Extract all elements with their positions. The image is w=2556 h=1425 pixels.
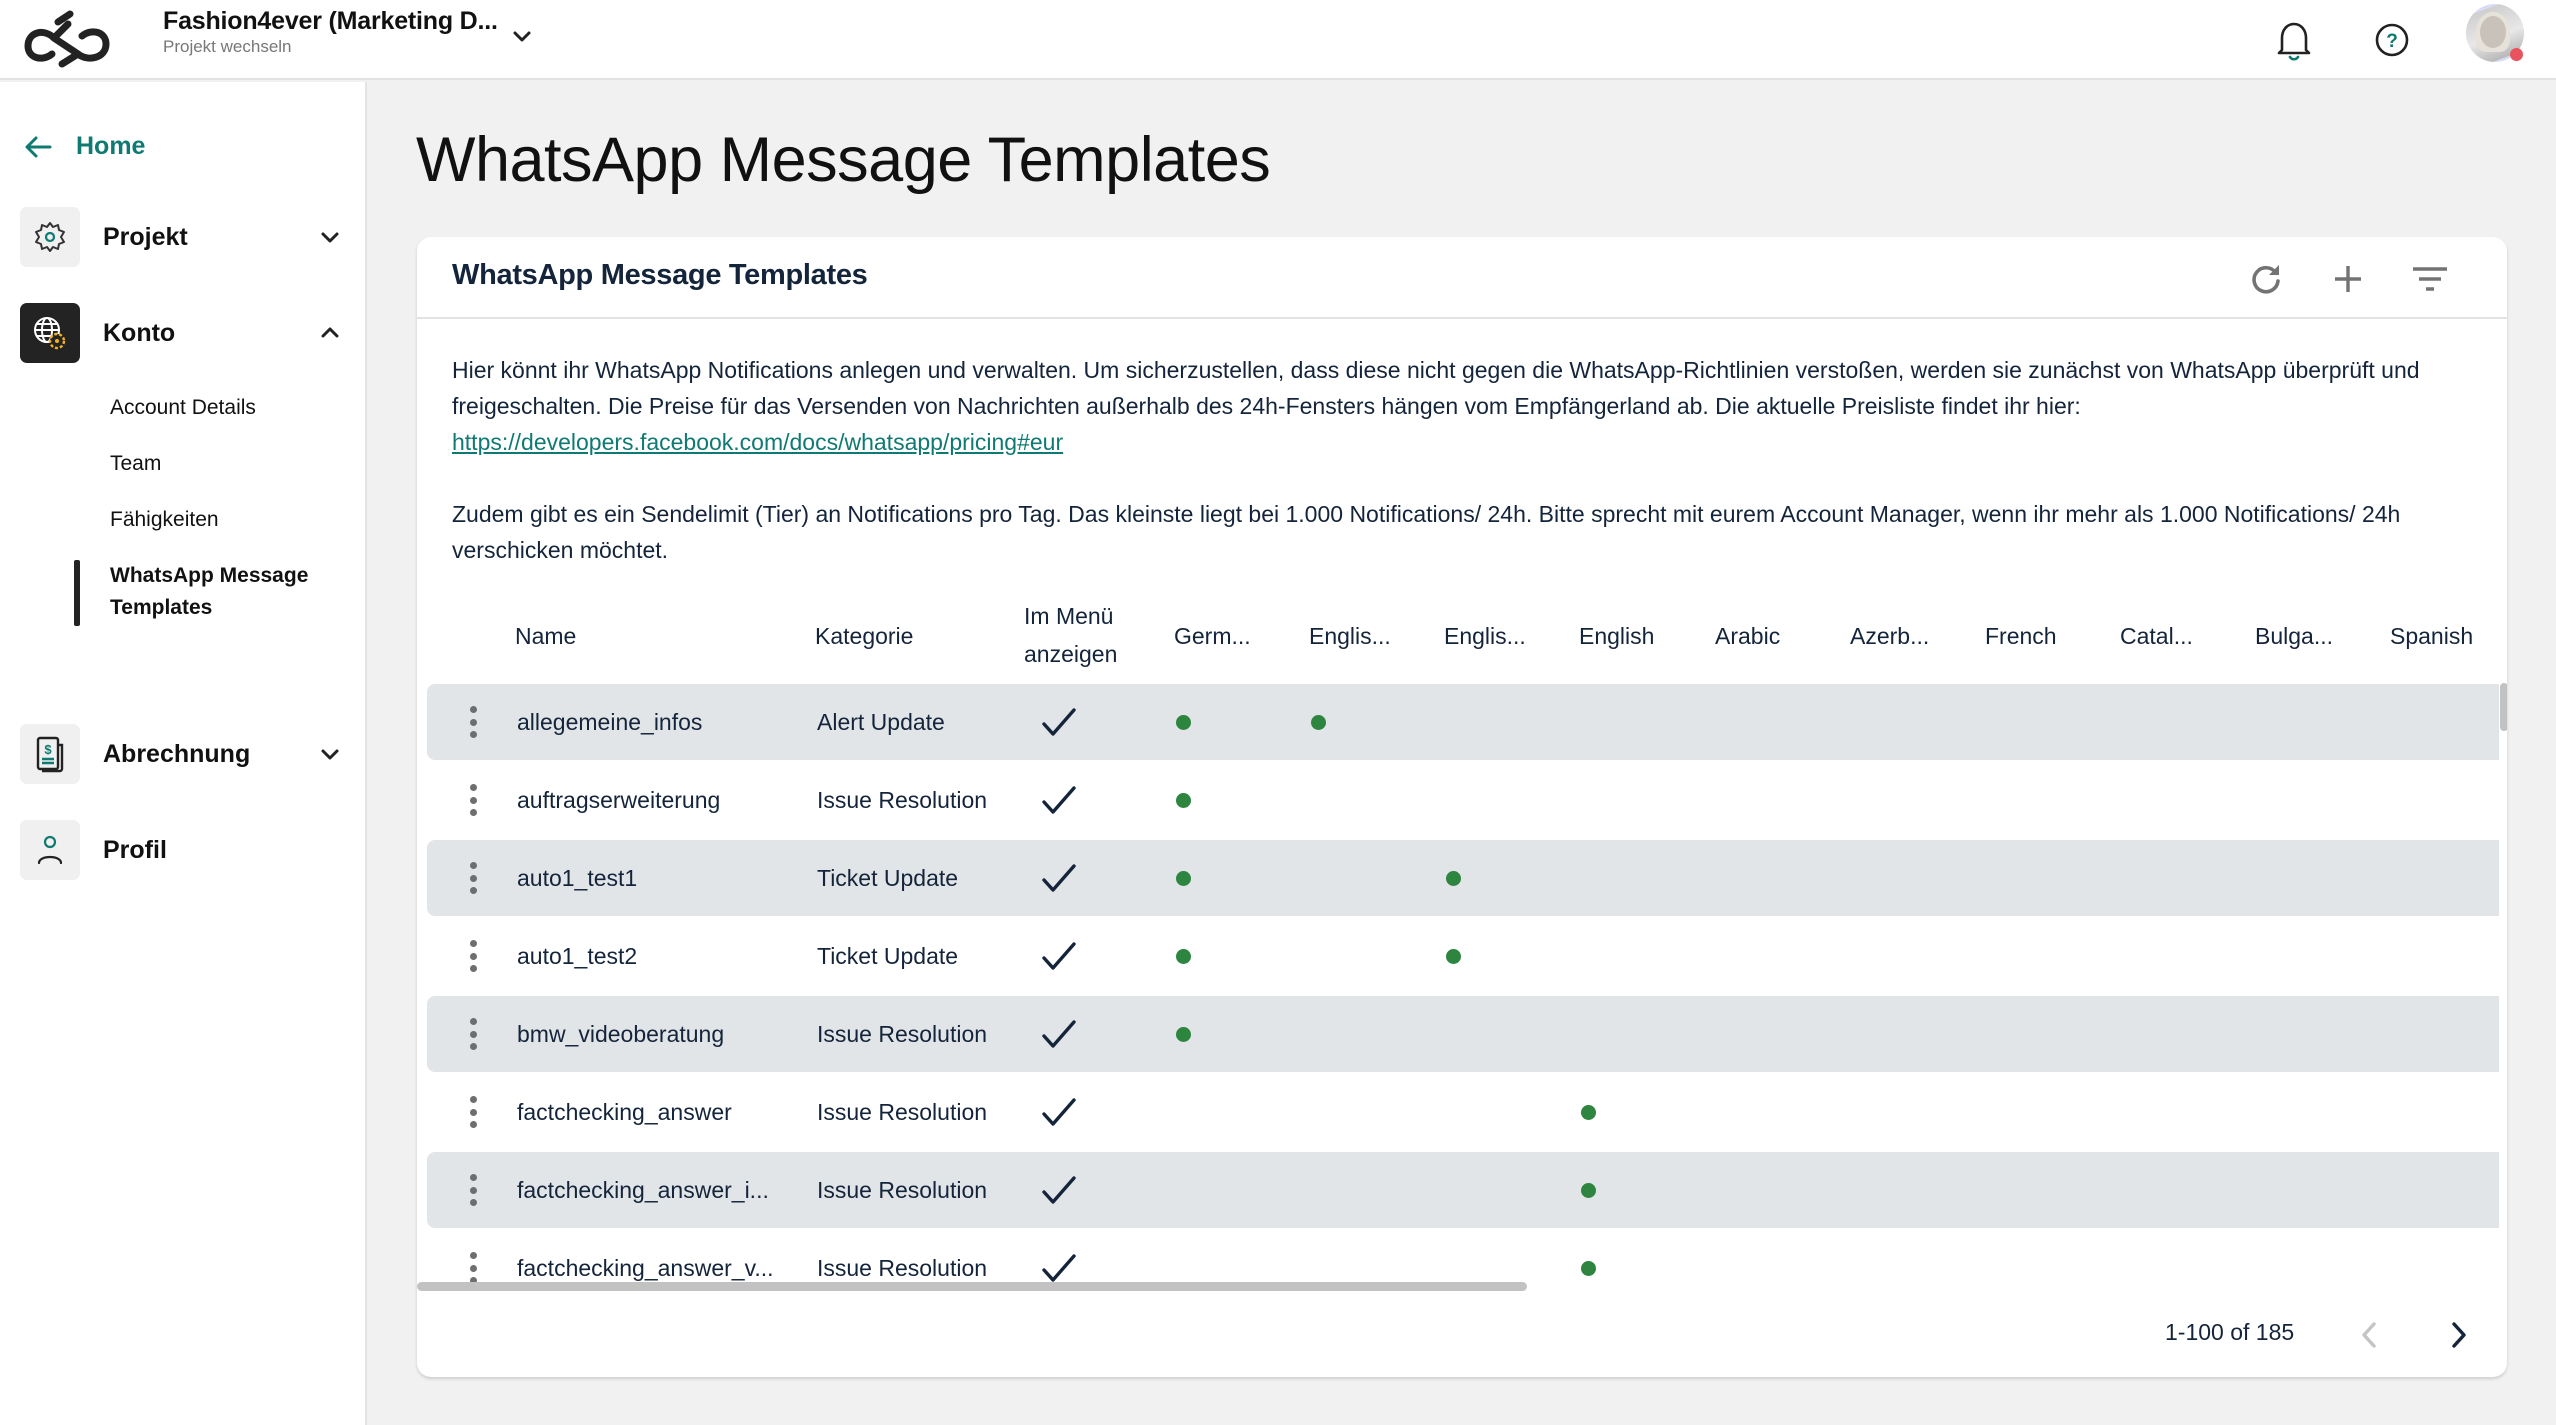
row-menu-icon[interactable]	[461, 1016, 485, 1052]
project-switch-label[interactable]: Projekt wechseln	[163, 37, 292, 56]
chevron-left-icon	[2357, 1320, 2381, 1350]
home-link[interactable]	[24, 132, 145, 161]
refresh-icon	[2248, 261, 2284, 297]
checkmark-icon	[1041, 1174, 1077, 1208]
chevron-down-icon[interactable]	[316, 740, 344, 768]
checkmark-icon	[1041, 1096, 1077, 1130]
description	[452, 352, 2462, 568]
template-name: factchecking_answer_i...	[517, 1176, 769, 1203]
column-header-lang[interactable]: Englis...	[1309, 623, 1391, 649]
sidebar-item-konto[interactable]	[20, 303, 350, 363]
globe-gear-icon	[30, 313, 70, 353]
notification-badge	[2510, 48, 2523, 61]
template-category: Issue Resolution	[817, 786, 988, 813]
sidebar-item-projekt[interactable]	[20, 207, 350, 267]
arrow-left-icon	[24, 135, 52, 159]
template-name: factchecking_answer	[517, 1098, 732, 1125]
bell-icon	[2274, 18, 2314, 62]
column-header-name[interactable]: Name	[515, 623, 577, 649]
sidebar-label-projekt: Projekt	[103, 222, 188, 251]
sidebar-sub-team[interactable]: Team	[110, 452, 162, 475]
column-header-lang[interactable]: Azerb...	[1850, 623, 1930, 649]
column-header-lang[interactable]: Spanish	[2390, 623, 2474, 649]
column-header-in-menu[interactable]	[1024, 597, 1117, 673]
user-icon	[35, 833, 65, 867]
sidebar-item-profil[interactable]	[20, 820, 350, 880]
row-menu-icon[interactable]	[461, 1094, 485, 1130]
sidebar	[0, 82, 367, 1425]
projekt-icon-box	[20, 207, 80, 267]
language-status-dot	[1581, 1183, 1596, 1198]
refresh-button[interactable]	[2242, 255, 2290, 303]
checkmark-icon	[1041, 940, 1077, 974]
column-header-lang[interactable]: Arabic	[1715, 623, 1781, 649]
template-name: allegemeine_infos	[517, 708, 703, 735]
avatar-face	[2480, 16, 2506, 48]
filter-icon	[2411, 264, 2449, 294]
row-menu-icon[interactable]	[461, 704, 485, 740]
sidebar-label-abrechnung: Abrechnung	[103, 739, 251, 768]
sidebar-sub-whatsapp-templates[interactable]: WhatsApp Message Templates	[110, 564, 309, 619]
notifications-button[interactable]	[2264, 10, 2324, 70]
description-text-2: Zudem gibt es ein Sendelimit (Tier) an Notifications pro Tag. Das kleinste liegt bei 1.000 Notifications/ 24h. Bitte sprecht mit eurem Account Manager, wenn ihr mehr als 1.000 Notifications/ 24h verschicken möchtet.	[452, 501, 2401, 563]
row-menu-icon[interactable]	[461, 782, 485, 818]
help-icon	[2374, 22, 2410, 58]
card-title: WhatsApp Message Templates	[452, 259, 868, 291]
vertical-scrollbar[interactable]	[2500, 683, 2507, 731]
project-name[interactable]: Fashion4ever (Marketing D...	[163, 7, 498, 35]
template-category: Ticket Update	[817, 942, 959, 969]
invoice-icon	[33, 735, 67, 773]
column-header-lang[interactable]: Catal...	[2120, 623, 2193, 649]
abrechnung-icon-box	[20, 724, 80, 784]
template-name: auftragserweiterung	[517, 786, 721, 813]
row-menu-icon[interactable]	[461, 860, 485, 896]
page-title: WhatsApp Message Templates	[416, 125, 1271, 195]
template-name: auto1_test1	[517, 864, 638, 891]
template-name: factchecking_answer_v...	[517, 1254, 774, 1281]
prev-page-button[interactable]	[2347, 1313, 2391, 1357]
column-header-in-menu-line2: anzeigen	[1024, 641, 1118, 667]
language-status-dot	[1581, 1261, 1596, 1276]
language-status-dot	[1446, 949, 1461, 964]
add-icon	[2332, 263, 2364, 295]
language-status-dot	[1176, 871, 1191, 886]
column-header-lang[interactable]: Germ...	[1174, 623, 1251, 649]
column-header-lang[interactable]: English	[1579, 623, 1655, 649]
project-switcher[interactable]	[163, 6, 498, 58]
table-body	[427, 684, 2499, 1377]
home-label: Home	[76, 132, 146, 160]
card-header	[417, 237, 2507, 319]
table-row[interactable]	[427, 1152, 2499, 1228]
column-header-in-menu-line1: Im Menü	[1024, 603, 1114, 629]
language-status-dot	[1446, 871, 1461, 886]
row-menu-icon[interactable]	[461, 1172, 485, 1208]
language-status-dot	[1176, 793, 1191, 808]
table-row[interactable]	[427, 996, 2499, 1072]
svg-text:?: ?	[2386, 31, 2398, 52]
table-row[interactable]	[427, 918, 2499, 994]
column-header-lang[interactable]: French	[1985, 623, 2057, 649]
column-header-category[interactable]: Kategorie	[815, 623, 914, 649]
template-category: Alert Update	[817, 708, 945, 735]
horizontal-scrollbar[interactable]	[417, 1282, 1527, 1291]
pricing-link[interactable]: https://developers.facebook.com/docs/whatsapp/pricing#eur	[452, 429, 1064, 455]
chevron-down-icon[interactable]	[316, 223, 344, 251]
help-button[interactable]	[2362, 10, 2422, 70]
pagination	[417, 1297, 2507, 1377]
next-page-button[interactable]	[2437, 1313, 2481, 1357]
add-template-button[interactable]	[2324, 255, 2372, 303]
sidebar-label-profil: Profil	[103, 835, 167, 864]
checkmark-icon	[1041, 1252, 1077, 1286]
gear-icon	[33, 220, 67, 254]
table-row[interactable]	[427, 840, 2499, 916]
table-header	[417, 597, 2507, 677]
column-header-lang[interactable]: Bulga...	[2255, 623, 2333, 649]
template-category: Ticket Update	[817, 864, 959, 891]
template-category: Issue Resolution	[817, 1176, 988, 1203]
checkmark-icon	[1041, 862, 1077, 896]
row-menu-icon[interactable]	[461, 938, 485, 974]
language-status-dot	[1176, 715, 1191, 730]
sidebar-item-abrechnung[interactable]	[20, 724, 350, 784]
checkmark-icon	[1041, 706, 1077, 740]
chevron-down-icon[interactable]	[508, 22, 536, 50]
table-row[interactable]	[427, 1230, 2499, 1306]
sidebar-sub-faehigkeiten[interactable]: Fähigkeiten	[110, 508, 219, 531]
template-category: Issue Resolution	[817, 1098, 988, 1125]
templates-card	[417, 237, 2507, 1377]
active-indicator	[74, 560, 80, 626]
table-row[interactable]	[427, 1074, 2499, 1150]
chevron-right-icon	[2447, 1320, 2471, 1350]
konto-icon-box	[20, 303, 80, 363]
top-bar	[0, 0, 2556, 80]
column-header-lang[interactable]: Englis...	[1444, 623, 1526, 649]
template-category: Issue Resolution	[817, 1020, 988, 1047]
table-row[interactable]	[427, 684, 2499, 760]
svg-text:$: $	[44, 742, 52, 757]
sidebar-sub-account-details[interactable]: Account Details	[110, 396, 256, 419]
sidebar-label-konto: Konto	[103, 318, 176, 347]
row-menu-icon[interactable]	[461, 1250, 485, 1286]
template-name: auto1_test2	[517, 942, 638, 969]
profil-icon-box	[20, 820, 80, 880]
table-row[interactable]	[427, 762, 2499, 838]
chevron-up-icon[interactable]	[316, 319, 344, 347]
checkmark-icon	[1041, 1018, 1077, 1052]
template-category: Issue Resolution	[817, 1254, 988, 1281]
template-name: bmw_videoberatung	[517, 1020, 725, 1047]
language-status-dot	[1311, 715, 1326, 730]
language-status-dot	[1176, 949, 1191, 964]
filter-button[interactable]	[2406, 255, 2454, 303]
language-status-dot	[1581, 1105, 1596, 1120]
language-status-dot	[1176, 1027, 1191, 1042]
description-text-1: Hier könnt ihr WhatsApp Notifications anlegen und verwalten. Um sicherzustellen, dass diese nicht gegen die WhatsApp-Richtlinien verstoßen, werden sie zunächst von WhatsApp überprüft und freigeschalten. Die Preise für das Versenden von Nachrichten außerhalb des 24h-Fensters hängen vom Empfängerland ab. Die aktuelle Preisliste findet ihr hier:	[452, 357, 2420, 419]
checkmark-icon	[1041, 784, 1077, 818]
logo-icon[interactable]	[20, 10, 116, 70]
pagination-range: 1-100 of 185	[2165, 1319, 2295, 1345]
